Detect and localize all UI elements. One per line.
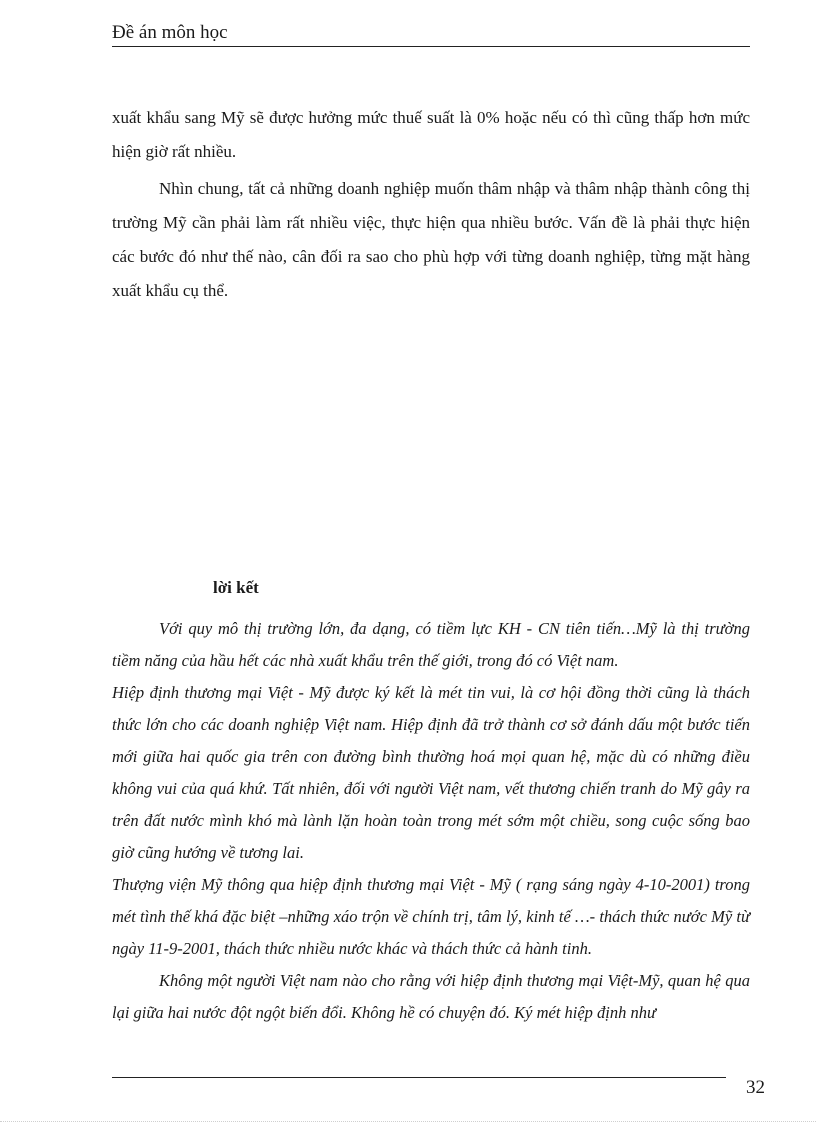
body-paragraph-2: Nhìn chung, tất cả những doanh nghiệp muốn thâm nhập và thâm nhập thành công thị trường Mỹ cần phải làm rất nhiều việc, thực hiện qua nhiều bước. Vấn đề là phải thực hiện các bước đó như thế nào, cân đối ra sao cho phù hợp với từng doanh nghiệp, từng mặt hàng xuất khẩu cụ thể. — [112, 179, 750, 300]
conclusion-heading: lời kết — [213, 578, 259, 597]
page-edge-divider — [0, 1121, 816, 1122]
page-number: 32 — [746, 1077, 765, 1098]
conclusion-paragraph-2: Hiệp định thương mại Việt - Mỹ được ký kết là mét tin vui, là cơ hội đồng thời cũng là thách thức lớn cho các doanh nghiệp Việt nam. Hiệp định đã trở thành cơ sở đánh dấu một bước tiến mới giữa hai quốc gia trên con đường bình thường hoá mọi quan hệ, mặc dù có những điều không vui của quá khứ. Tất nhiên, đối với người Việt nam, vết thương chiến tranh do Mỹ gây ra trên đất nước mình khó mà lành lặn hoàn toàn trong mét sớm một chiều, song cuộc sống bao giờ cũng hướng về tương lai. — [112, 683, 750, 862]
conclusion-paragraph-1: Với quy mô thị trường lớn, đa dạng, có tiềm lực KH - CN tiên tiến…Mỹ là thị trường tiềm năng của hầu hết các nhà xuất khẩu trên thế giới, trong đó có Việt nam. — [112, 619, 750, 670]
page-header-title: Đề án môn học — [112, 22, 750, 47]
footer-rule — [112, 1077, 726, 1078]
conclusion-paragraph-4: Không một người Việt nam nào cho rằng với hiệp định thương mại Việt-Mỹ, quan hệ qua lại giữa hai nước đột ngột biến đổi. Không hề có chuyện đó. Ký mét hiệp định như — [112, 971, 750, 1022]
conclusion-paragraph-3: Thượng viện Mỹ thông qua hiệp định thương mại Việt - Mỹ ( rạng sáng ngày 4-10-2001) trong mét tình thế khá đặc biệt –những xáo trộn về chính trị, tâm lý, kinh tế …- thách thức nước Mỹ từ ngày 11-9-2001, thách thức nhiều nước khác và thách thức cả hành tinh. — [112, 875, 750, 958]
body-paragraph-1: xuất khẩu sang Mỹ sẽ được hưởng mức thuế suất là 0% hoặc nếu có thì cũng thấp hơn mức hiện giờ rất nhiều. — [112, 108, 750, 161]
